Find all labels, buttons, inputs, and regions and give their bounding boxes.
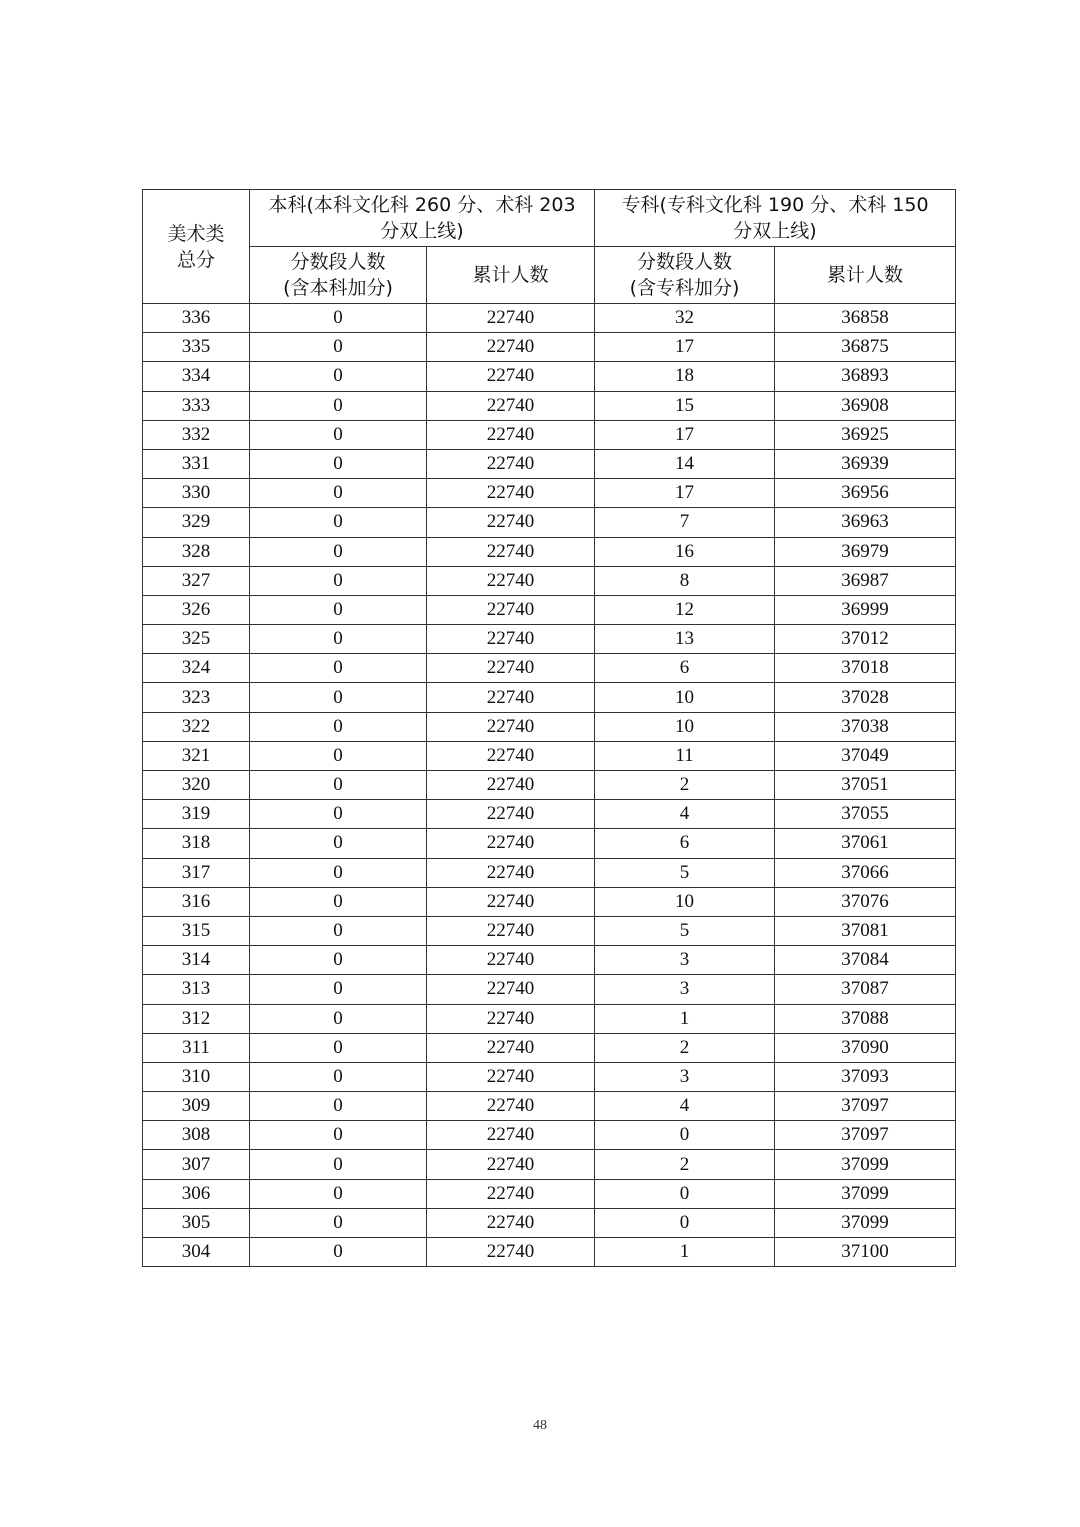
benke-segment-cell: 0 xyxy=(250,741,427,770)
benke-cumulative-cell: 22740 xyxy=(427,1033,595,1062)
table-row xyxy=(143,595,956,624)
score-cell: 329 xyxy=(143,508,250,537)
table-row xyxy=(143,1179,956,1208)
zhuanke-segment-cell: 10 xyxy=(595,712,775,741)
benke-segment-cell: 0 xyxy=(250,1062,427,1091)
table-row xyxy=(143,449,956,478)
zhuanke-cumulative-cell: 37100 xyxy=(775,1238,956,1267)
score-cell: 334 xyxy=(143,362,250,391)
zhuanke-segment-cell: 8 xyxy=(595,566,775,595)
zhuanke-cumulative-cell: 36908 xyxy=(775,391,956,420)
table-row xyxy=(143,566,956,595)
table-row xyxy=(143,829,956,858)
score-cell: 319 xyxy=(143,800,250,829)
table-row xyxy=(143,800,956,829)
score-cell: 309 xyxy=(143,1092,250,1121)
zhuanke-cumulative-cell: 36925 xyxy=(775,420,956,449)
zhuanke-segment-cell: 3 xyxy=(595,1062,775,1091)
benke-group-header xyxy=(250,190,595,247)
score-cell: 307 xyxy=(143,1150,250,1179)
table-row xyxy=(143,741,956,770)
benke-segment-cell: 0 xyxy=(250,975,427,1004)
score-cell: 333 xyxy=(143,391,250,420)
zhuanke-cumulative-cell: 36963 xyxy=(775,508,956,537)
zhuanke-segment-cell: 1 xyxy=(595,1004,775,1033)
score-cell: 317 xyxy=(143,858,250,887)
benke-cumulative-cell: 22740 xyxy=(427,1121,595,1150)
benke-segment-header-line: 分数段人数 xyxy=(290,251,386,273)
zhuanke-cumulative-cell: 36956 xyxy=(775,479,956,508)
zhuanke-segment-cell: 0 xyxy=(595,1208,775,1237)
zhuanke-segment-cell: 5 xyxy=(595,858,775,887)
zhuanke-segment-cell: 14 xyxy=(595,449,775,478)
benke-segment-cell: 0 xyxy=(250,566,427,595)
table-row xyxy=(143,1121,956,1150)
score-column-header-line: 总分 xyxy=(176,248,215,271)
benke-cumulative-cell: 22740 xyxy=(427,333,595,362)
table-row xyxy=(143,916,956,945)
benke-segment-cell: 0 xyxy=(250,391,427,420)
table-row xyxy=(143,771,956,800)
zhuanke-cumulative-cell: 37099 xyxy=(775,1150,956,1179)
zhuanke-cumulative-cell: 37018 xyxy=(775,654,956,683)
benke-segment-cell: 0 xyxy=(250,1121,427,1150)
zhuanke-segment-cell: 5 xyxy=(595,916,775,945)
benke-cumulative-cell: 22740 xyxy=(427,391,595,420)
header-row-1 xyxy=(143,190,956,247)
zhuanke-cumulative-cell: 36939 xyxy=(775,449,956,478)
benke-segment-cell: 0 xyxy=(250,771,427,800)
table-row xyxy=(143,537,956,566)
benke-segment-header xyxy=(250,247,427,304)
zhuanke-segment-cell: 17 xyxy=(595,420,775,449)
benke-segment-cell: 0 xyxy=(250,887,427,916)
benke-cumulative-cell: 22740 xyxy=(427,975,595,1004)
benke-segment-cell: 0 xyxy=(250,508,427,537)
benke-cumulative-cell: 22740 xyxy=(427,771,595,800)
zhuanke-segment-cell: 4 xyxy=(595,800,775,829)
benke-cumulative-cell: 22740 xyxy=(427,946,595,975)
benke-segment-cell: 0 xyxy=(250,654,427,683)
zhuanke-segment-cell: 2 xyxy=(595,771,775,800)
zhuanke-cumulative-cell: 37012 xyxy=(775,625,956,654)
score-cell: 336 xyxy=(143,304,250,333)
zhuanke-cumulative-cell: 36979 xyxy=(775,537,956,566)
benke-segment-cell: 0 xyxy=(250,479,427,508)
score-cell: 316 xyxy=(143,887,250,916)
benke-segment-cell: 0 xyxy=(250,858,427,887)
benke-cumulative-cell: 22740 xyxy=(427,1004,595,1033)
score-cell: 313 xyxy=(143,975,250,1004)
zhuanke-segment-header xyxy=(595,247,775,304)
benke-cumulative-cell: 22740 xyxy=(427,1179,595,1208)
zhuanke-segment-cell: 15 xyxy=(595,391,775,420)
zhuanke-segment-cell: 11 xyxy=(595,741,775,770)
zhuanke-segment-cell: 17 xyxy=(595,479,775,508)
zhuanke-cumulative-cell: 37038 xyxy=(775,712,956,741)
table-row xyxy=(143,654,956,683)
table-row xyxy=(143,683,956,712)
benke-segment-cell: 0 xyxy=(250,712,427,741)
benke-cumulative-cell: 22740 xyxy=(427,800,595,829)
score-cell: 328 xyxy=(143,537,250,566)
zhuanke-segment-cell: 12 xyxy=(595,595,775,624)
table-row xyxy=(143,1033,956,1062)
score-cell: 315 xyxy=(143,916,250,945)
score-cell: 314 xyxy=(143,946,250,975)
benke-segment-cell: 0 xyxy=(250,304,427,333)
table-row xyxy=(143,479,956,508)
benke-cumulative-cell: 22740 xyxy=(427,566,595,595)
table-row xyxy=(143,508,956,537)
zhuanke-cumulative-header: 累计人数 xyxy=(775,247,956,304)
score-column-header xyxy=(143,190,250,304)
benke-group-header-line: 本科(本科文化科 260 分、术科 203 xyxy=(268,194,576,216)
zhuanke-segment-header-line: (含专科加分) xyxy=(629,277,740,299)
zhuanke-cumulative-cell: 36875 xyxy=(775,333,956,362)
benke-group-header-line: 分双上线) xyxy=(380,220,464,242)
score-cell: 323 xyxy=(143,683,250,712)
zhuanke-cumulative-cell: 37099 xyxy=(775,1208,956,1237)
benke-cumulative-header: 累计人数 xyxy=(427,247,595,304)
table-row xyxy=(143,712,956,741)
zhuanke-cumulative-cell: 37084 xyxy=(775,946,956,975)
benke-segment-cell: 0 xyxy=(250,537,427,566)
benke-segment-cell: 0 xyxy=(250,916,427,945)
zhuanke-segment-cell: 3 xyxy=(595,946,775,975)
score-cell: 304 xyxy=(143,1238,250,1267)
zhuanke-cumulative-cell: 37088 xyxy=(775,1004,956,1033)
benke-cumulative-cell: 22740 xyxy=(427,508,595,537)
benke-cumulative-cell: 22740 xyxy=(427,595,595,624)
benke-cumulative-cell: 22740 xyxy=(427,479,595,508)
zhuanke-cumulative-cell: 37061 xyxy=(775,829,956,858)
zhuanke-segment-cell: 32 xyxy=(595,304,775,333)
table-row xyxy=(143,946,956,975)
zhuanke-segment-header-line: 分数段人数 xyxy=(636,251,732,273)
benke-segment-cell: 0 xyxy=(250,800,427,829)
zhuanke-cumulative-cell: 37087 xyxy=(775,975,956,1004)
table-row xyxy=(143,333,956,362)
table-row xyxy=(143,975,956,1004)
benke-cumulative-cell: 22740 xyxy=(427,625,595,654)
zhuanke-segment-cell: 0 xyxy=(595,1179,775,1208)
zhuanke-cumulative-cell: 36999 xyxy=(775,595,956,624)
score-cell: 306 xyxy=(143,1179,250,1208)
zhuanke-segment-cell: 10 xyxy=(595,683,775,712)
zhuanke-cumulative-cell: 37076 xyxy=(775,887,956,916)
table-row xyxy=(143,1004,956,1033)
zhuanke-cumulative-cell: 37081 xyxy=(775,916,956,945)
benke-segment-cell: 0 xyxy=(250,333,427,362)
table-row xyxy=(143,1062,956,1091)
benke-segment-cell: 0 xyxy=(250,1092,427,1121)
zhuanke-segment-cell: 18 xyxy=(595,362,775,391)
zhuanke-group-header-line: 专科(专科文化科 190 分、术科 150 xyxy=(621,194,929,216)
score-column-header-line: 美术类 xyxy=(167,222,225,245)
zhuanke-cumulative-cell: 37049 xyxy=(775,741,956,770)
score-cell: 308 xyxy=(143,1121,250,1150)
benke-cumulative-cell: 22740 xyxy=(427,887,595,916)
benke-segment-cell: 0 xyxy=(250,420,427,449)
table-row xyxy=(143,1092,956,1121)
benke-cumulative-cell: 22740 xyxy=(427,858,595,887)
zhuanke-cumulative-cell: 37090 xyxy=(775,1033,956,1062)
score-cell: 320 xyxy=(143,771,250,800)
zhuanke-cumulative-cell: 37097 xyxy=(775,1121,956,1150)
benke-cumulative-cell: 22740 xyxy=(427,1092,595,1121)
benke-segment-cell: 0 xyxy=(250,625,427,654)
benke-cumulative-cell: 22740 xyxy=(427,1150,595,1179)
zhuanke-cumulative-cell: 37097 xyxy=(775,1092,956,1121)
zhuanke-cumulative-cell: 37055 xyxy=(775,800,956,829)
table-row xyxy=(143,362,956,391)
benke-segment-cell: 0 xyxy=(250,1033,427,1062)
benke-cumulative-cell: 22740 xyxy=(427,1208,595,1237)
benke-cumulative-cell: 22740 xyxy=(427,916,595,945)
benke-segment-cell: 0 xyxy=(250,1208,427,1237)
score-cell: 331 xyxy=(143,449,250,478)
score-cell: 330 xyxy=(143,479,250,508)
benke-cumulative-cell: 22740 xyxy=(427,537,595,566)
score-cell: 322 xyxy=(143,712,250,741)
zhuanke-cumulative-cell: 37099 xyxy=(775,1179,956,1208)
zhuanke-segment-cell: 1 xyxy=(595,1238,775,1267)
benke-segment-cell: 0 xyxy=(250,1004,427,1033)
zhuanke-cumulative-cell: 36858 xyxy=(775,304,956,333)
score-cell: 318 xyxy=(143,829,250,858)
score-cell: 311 xyxy=(143,1033,250,1062)
score-cell: 335 xyxy=(143,333,250,362)
benke-segment-cell: 0 xyxy=(250,829,427,858)
zhuanke-cumulative-cell: 36893 xyxy=(775,362,956,391)
score-cell: 332 xyxy=(143,420,250,449)
table-row xyxy=(143,625,956,654)
score-cell: 305 xyxy=(143,1208,250,1237)
zhuanke-segment-cell: 10 xyxy=(595,887,775,916)
zhuanke-segment-cell: 16 xyxy=(595,537,775,566)
score-cell: 321 xyxy=(143,741,250,770)
score-cell: 324 xyxy=(143,654,250,683)
benke-cumulative-cell: 22740 xyxy=(427,449,595,478)
benke-segment-cell: 0 xyxy=(250,683,427,712)
benke-cumulative-cell: 22740 xyxy=(427,741,595,770)
table-row xyxy=(143,858,956,887)
score-distribution-table xyxy=(142,189,956,1267)
zhuanke-segment-cell: 0 xyxy=(595,1121,775,1150)
benke-segment-header-line: (含本科加分) xyxy=(283,277,393,299)
score-cell: 326 xyxy=(143,595,250,624)
benke-cumulative-cell: 22740 xyxy=(427,654,595,683)
zhuanke-segment-cell: 17 xyxy=(595,333,775,362)
zhuanke-group-header-line: 分双上线) xyxy=(733,220,817,242)
zhuanke-group-header xyxy=(595,190,956,247)
zhuanke-cumulative-cell: 37093 xyxy=(775,1062,956,1091)
zhuanke-cumulative-cell: 36987 xyxy=(775,566,956,595)
benke-segment-cell: 0 xyxy=(250,1150,427,1179)
benke-segment-cell: 0 xyxy=(250,362,427,391)
benke-cumulative-cell: 22740 xyxy=(427,829,595,858)
zhuanke-segment-cell: 2 xyxy=(595,1150,775,1179)
table-row xyxy=(143,420,956,449)
zhuanke-segment-cell: 6 xyxy=(595,829,775,858)
benke-cumulative-cell: 22740 xyxy=(427,1062,595,1091)
zhuanke-segment-cell: 6 xyxy=(595,654,775,683)
score-cell: 310 xyxy=(143,1062,250,1091)
table-row xyxy=(143,887,956,916)
benke-cumulative-cell: 22740 xyxy=(427,683,595,712)
benke-cumulative-cell: 22740 xyxy=(427,712,595,741)
benke-segment-cell: 0 xyxy=(250,449,427,478)
score-cell: 312 xyxy=(143,1004,250,1033)
table-row xyxy=(143,1150,956,1179)
benke-cumulative-cell: 22740 xyxy=(427,1238,595,1267)
score-cell: 327 xyxy=(143,566,250,595)
table-row xyxy=(143,1208,956,1237)
table-row xyxy=(143,391,956,420)
page-number: 48 xyxy=(533,1418,547,1433)
score-cell: 325 xyxy=(143,625,250,654)
zhuanke-segment-cell: 3 xyxy=(595,975,775,1004)
zhuanke-segment-cell: 2 xyxy=(595,1033,775,1062)
benke-segment-cell: 0 xyxy=(250,946,427,975)
zhuanke-segment-cell: 4 xyxy=(595,1092,775,1121)
table-row xyxy=(143,1238,956,1267)
benke-cumulative-cell: 22740 xyxy=(427,304,595,333)
zhuanke-segment-cell: 7 xyxy=(595,508,775,537)
benke-segment-cell: 0 xyxy=(250,1179,427,1208)
benke-cumulative-cell: 22740 xyxy=(427,420,595,449)
benke-segment-cell: 0 xyxy=(250,1238,427,1267)
zhuanke-cumulative-cell: 37051 xyxy=(775,771,956,800)
benke-cumulative-cell: 22740 xyxy=(427,362,595,391)
zhuanke-cumulative-cell: 37028 xyxy=(775,683,956,712)
table-row xyxy=(143,304,956,333)
benke-segment-cell: 0 xyxy=(250,595,427,624)
zhuanke-cumulative-cell: 37066 xyxy=(775,858,956,887)
zhuanke-segment-cell: 13 xyxy=(595,625,775,654)
header-row-2 xyxy=(143,247,956,304)
